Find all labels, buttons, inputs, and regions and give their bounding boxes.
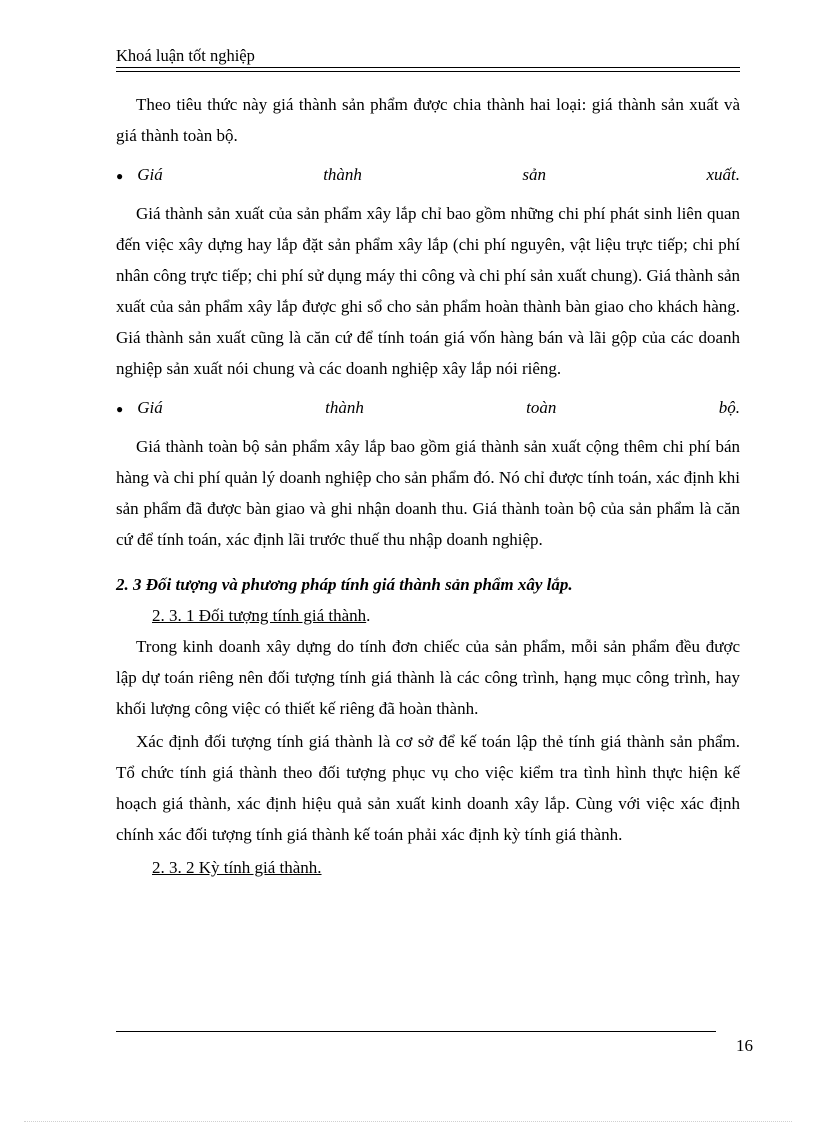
page-number: 16 — [736, 1036, 753, 1055]
bullet-word: thành — [325, 398, 364, 417]
bullet-word: thành — [323, 165, 362, 184]
bullet-total-cost — [116, 392, 740, 425]
bullet-word: Giá — [137, 165, 163, 184]
paragraph-costing-object: Trong kinh doanh xây dựng do tính đơn chiếc của sản phẩm, mỗi sản phẩm đều được lập dự toán riêng nên đối tượng tính giá thành là các công trình, hạng mục công trình, hay khối lượng công việc có thiết kế riêng đã hoàn thành. — [116, 637, 740, 718]
subheading-costing-period — [152, 852, 740, 883]
bullet-word: xuất. — [706, 165, 740, 184]
paragraph-determination: Xác định đối tượng tính giá thành là cơ sở để kế toán lập thẻ tính giá thành sản phẩm. Tổ chức tính giá thành theo đối tượng phục vụ cho việc kiểm tra tình hình thực hiện kế hoạch giá thành, xác định hiệu quả sản xuất kinh doanh xây lắp. Cùng với việc xác định chính xác đối tượng tính giá thành kế toán phải xác định kỳ tính giá thành. — [116, 732, 740, 844]
bullet-word: Giá — [137, 398, 163, 417]
section-heading: 2. 3 Đối tượng và phương pháp tính giá thành sản phẩm xây lắp. — [116, 575, 573, 594]
bullet-dot-icon: ● — [116, 402, 124, 416]
page-header-title: Khoá luận tốt nghiệp — [116, 46, 255, 65]
subheading-tail: . — [366, 606, 371, 625]
bullet-word: toàn — [526, 398, 557, 417]
paragraph-production-cost: Giá thành sản xuất của sản phẩm xây lắp chỉ bao gồm những chi phí phát sinh liên quan đến việc xây dựng hay lắp đặt sản phẩm xây lắp (chi phí nguyên, vật liệu trực tiếp; chi phí nhân công trực tiếp; chi phí sử dụng máy thi công và chi phí sản xuất chung). Giá thành sản xuất của sản phẩm xây lắp được ghi sổ cho sản phẩm hoàn thành bàn giao cho khách hàng. Giá thành sản xuất cũng là căn cứ để tính toán giá vốn hàng bán và lãi gộp của các doanh nghiệp sản xuất nói chung và các doanh nghiệp xây lắp nói riêng. — [116, 204, 740, 378]
document-body — [116, 89, 740, 883]
bullet-word: bộ. — [718, 398, 740, 417]
subheading-text: 2. 3. 1 Đối tượng tính giá thành — [152, 606, 367, 625]
subheading-costing-object — [152, 600, 740, 631]
paragraph-total-cost: Giá thành toàn bộ sản phẩm xây lắp bao gồm giá thành sản xuất cộng thêm chi phí bán hàng và chi phí quản lý doanh nghiệp cho sản phẩm đó. Nó chỉ được tính toán, xác định khi sản phẩm đã được bàn giao và ghi nhận doanh thu. Giá thành toàn bộ của sản phẩm là căn cứ để tính toán, xác định lãi trước thuế thu nhập doanh nghiệp. — [116, 437, 740, 549]
bullet-word: sản — [522, 165, 547, 184]
page-bottom-border — [24, 1121, 792, 1122]
subheading-text: 2. 3. 2 Kỳ tính giá thành. — [152, 858, 322, 877]
footer-rule — [116, 1031, 716, 1032]
bullet-dot-icon: ● — [116, 169, 124, 183]
header-rule-thin — [116, 71, 740, 72]
paragraph-intro: Theo tiêu thức này giá thành sản phẩm được chia thành hai loại: giá thành sản xuất và giá thành toàn bộ. — [116, 95, 740, 145]
header-rule-thick — [116, 67, 740, 68]
bullet-production-cost — [116, 159, 740, 192]
